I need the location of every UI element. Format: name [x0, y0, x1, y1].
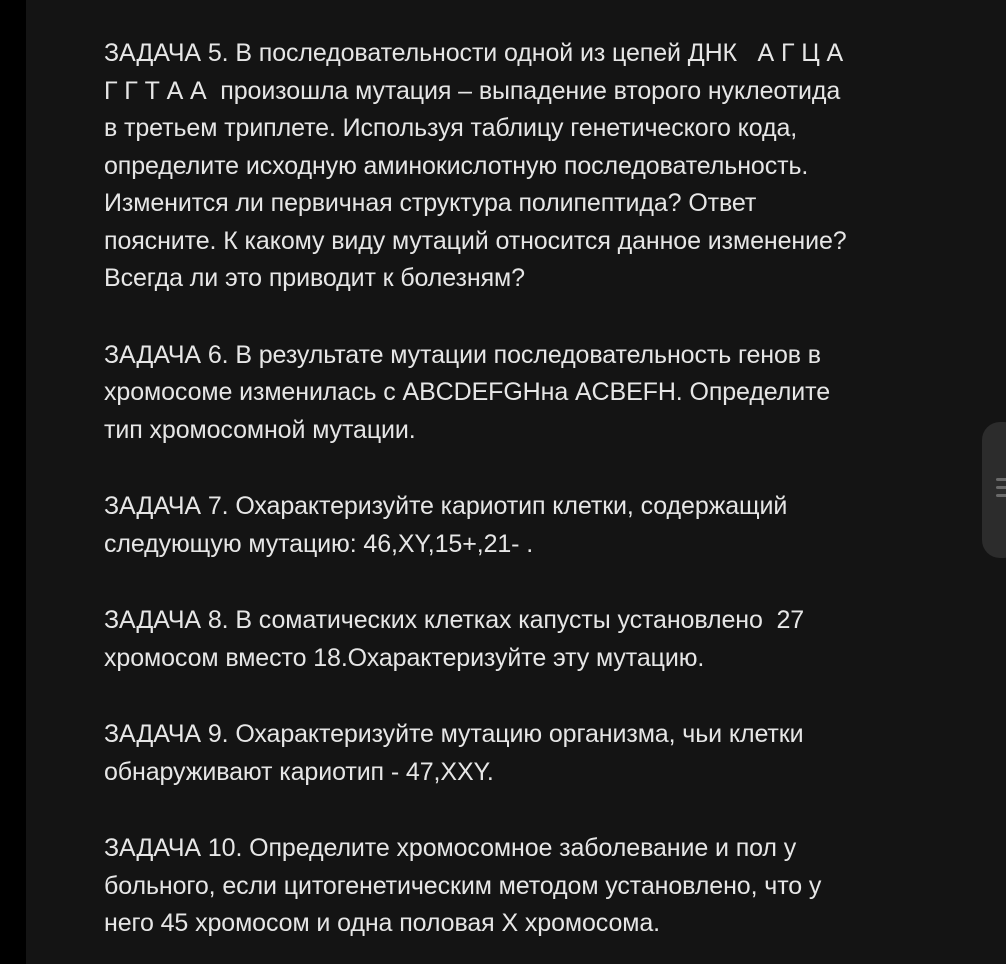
task-8 — [104, 602, 984, 677]
task-10-line-3: него 45 хромосом и одна половая Х хромосома. — [104, 909, 661, 937]
task-6-line-1: ЗАДАЧА 6. В результате мутации последовательность генов в — [104, 340, 821, 369]
task-5 — [104, 35, 984, 298]
task-6-line-3: тип хромосомной мутации. — [104, 415, 416, 444]
scroll-handle[interactable] — [982, 422, 1006, 558]
grip-line — [996, 494, 1006, 497]
task-5-line-2: Г Г Т А А произошла мутация – выпадение второго нуклеотида — [104, 76, 841, 105]
task-7 — [104, 488, 984, 563]
task-10 — [104, 830, 984, 943]
task-10-line-2: больного, если цитогенетическим методом установлено, что у — [104, 871, 822, 900]
task-8-line-2: хромосом вместо 18.Охарактеризуйте эту мутацию. — [104, 643, 705, 672]
task-7-line-2: следующую мутацию: 46,XY,15+,21- . — [104, 529, 534, 558]
task-6-line-2: хромосоме изменилась с ABCDEFGHна ACBEFH. Определите — [104, 378, 831, 406]
task-5-line-4: определите исходную аминокислотную последовательность. — [104, 151, 809, 180]
task-6 — [104, 337, 984, 450]
grip-line — [996, 486, 1006, 489]
task-9-line-1: ЗАДАЧА 9. Охарактеризуйте мутацию организма, чьи клетки — [104, 720, 804, 748]
task-5-line-1: ЗАДАЧА 5. В последовательности одной из цепей ДНК А Г Ц А — [104, 39, 844, 67]
task-9 — [104, 716, 984, 791]
task-5-line-3: в третьем триплете. Используя таблицу генетического кода, — [104, 114, 798, 142]
task-5-line-5: Изменится ли первичная структура полипептида? Ответ — [104, 189, 757, 217]
document-text — [104, 35, 984, 943]
left-edge — [0, 0, 26, 964]
task-9-line-2: обнаруживают кариотип - 47,XXY. — [104, 757, 494, 786]
task-5-line-6: поясните. К какому виду мутаций относится данное изменение? — [104, 226, 847, 255]
task-10-line-1: ЗАДАЧА 10. Определите хромосомное заболевание и пол у — [104, 834, 797, 862]
task-5-line-7: Всегда ли это приводит к болезням? — [104, 264, 525, 292]
task-7-line-1: ЗАДАЧА 7. Охарактеризуйте кариотип клетки, содержащий — [104, 492, 788, 520]
grip-icon — [996, 478, 1006, 481]
task-8-line-1: ЗАДАЧА 8. В соматических клетках капусты установлено 27 — [104, 606, 805, 634]
